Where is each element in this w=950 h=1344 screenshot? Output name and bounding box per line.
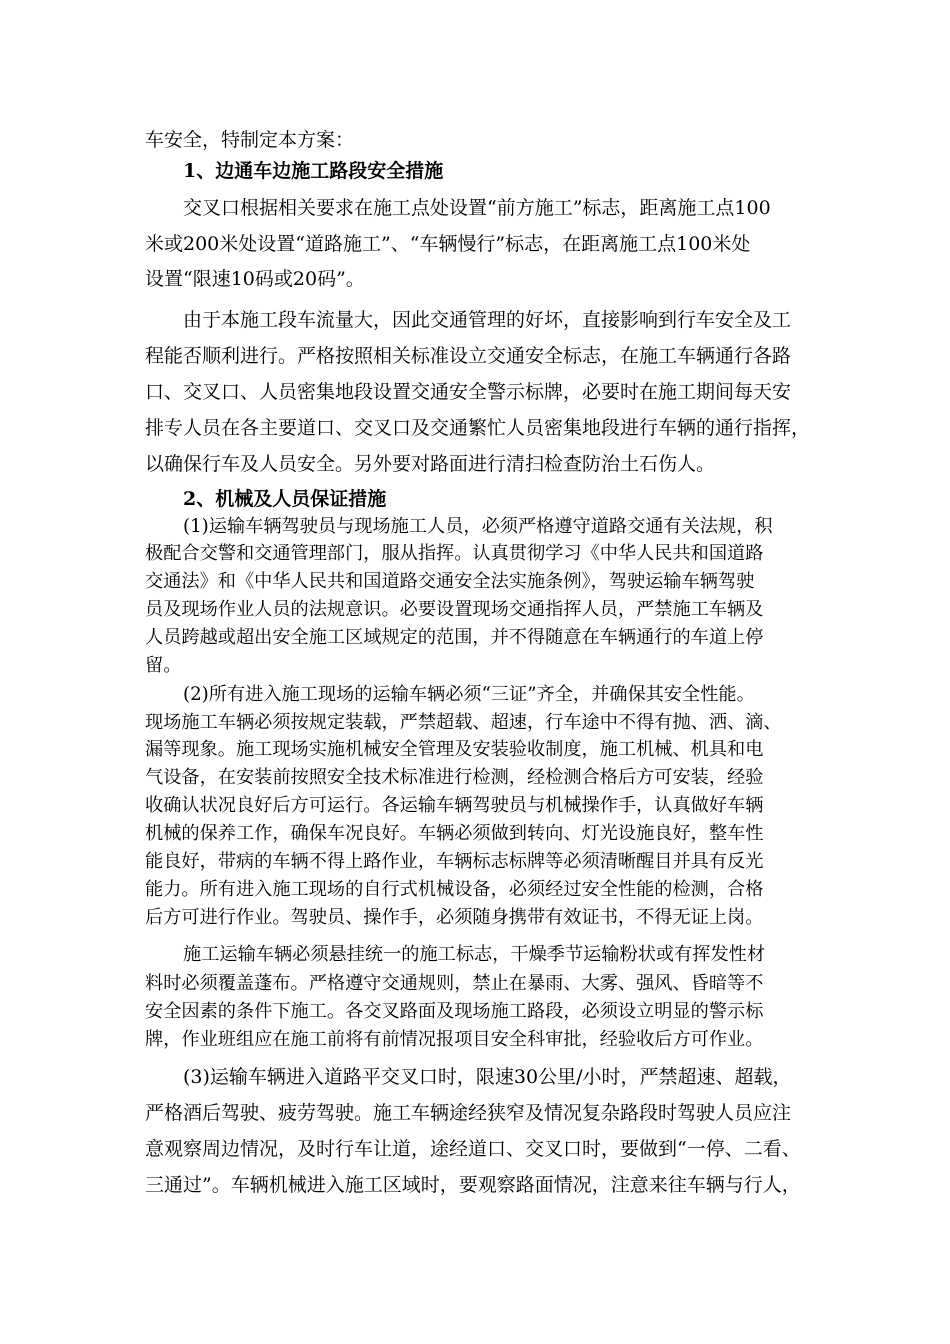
paragraph-line: 牌，作业班组应在施工前将有前情况报项目安全科审批，经验收后方可作业。	[145, 1029, 764, 1050]
paragraph-line: 极配合交警和交通管理部门，服从指挥。认真贯彻学习《中华人民共和国道路	[145, 543, 764, 564]
paragraph-line: 以确保行车及人员安全。另外要对路面进行清扫检查防治土石伤人。	[145, 453, 716, 475]
paragraph-line: 后方可进行作业。驾驶员、操作手，必须随身携带有效证书，不得无证上岗。	[145, 907, 764, 928]
paragraph-line: 排专人员在各主要道口、交叉口及交通繁忙人员密集地段进行车辆的通行指挥，	[145, 417, 811, 439]
paragraph-line: 由于本施工段车流量大，因此交通管理的好坏，直接影响到行车安全及工	[183, 309, 792, 331]
paragraph-line: 口、交叉口、人员密集地段设置交通安全警示标牌，必要时在施工期间每天安	[145, 381, 792, 403]
paragraph-line: 交叉口根据相关要求在施工点处设置“前方施工”标志，距离施工点100	[183, 197, 771, 219]
paragraph-line: 严格酒后驾驶、疲劳驾驶。施工车辆途经狭窄及情况复杂路段时驾驶人员应注	[145, 1102, 792, 1124]
paragraph-line: 漏等现象。施工现场实施机械安全管理及安装验收制度，施工机械、机具和电	[145, 739, 764, 760]
paragraph-line: 设置“限速10码或20码”。	[145, 268, 365, 290]
paragraph-line: 现场施工车辆必须按规定装载，严禁超载、超速，行车途中不得有抛、洒、滴、	[145, 712, 782, 733]
paragraph-line: 施工运输车辆必须悬挂统一的施工标志，干燥季节运输粉状或有挥发性材	[183, 944, 766, 965]
paragraph-line: 车安全，特制定本方案：	[145, 129, 355, 151]
paragraph-line: 交通法》和《中华人民共和国道路交通安全法实施条例》，驾驶运输车辆驾驶	[145, 571, 755, 592]
section-heading-2: 2、机械及人员保证措施	[183, 488, 387, 510]
section-heading-1: 1、边通车边施工路段安全措施	[183, 160, 444, 182]
paragraph-line: 收确认状况良好后方可运行。各运输车辆驾驶员与机械操作手，认真做好车辆	[145, 795, 764, 816]
paragraph-line: 能力。所有进入施工现场的自行式机械设备，必须经过安全性能的检测，合格	[145, 879, 764, 900]
paragraph-line: (1)运输车辆驾驶员与现场施工人员，必须严格遵守道路交通有关法规，积	[183, 516, 773, 537]
paragraph-line: 三通过”。车辆机械进入施工区域时，要观察路面情况，注意来往车辆与行人，	[145, 1174, 801, 1196]
paragraph-line: 能良好，带病的车辆不得上路作业，车辆标志标牌等必须清晰醒目并具有反光	[145, 851, 764, 872]
paragraph-line: 气设备，在安装前按照安全技术标准进行检测，经检测合格后方可安装，经验	[145, 767, 764, 788]
paragraph-line: 程能否顺利进行。严格按照相关标准设立交通安全标志，在施工车辆通行各路	[145, 345, 792, 367]
paragraph-line: 料时必须覆盖蓬布。严格遵守交通规则，禁止在暴雨、大雾、强风、昏暗等不	[145, 973, 764, 994]
paragraph-line: 员及现场作业人员的法规意识。必要设置现场交通指挥人员，严禁施工车辆及	[145, 599, 764, 620]
paragraph-line: 留。	[145, 655, 182, 676]
paragraph-line: 米或200米处设置“道路施工”、“车辆慢行”标志，在距离施工点100米处	[145, 233, 751, 255]
paragraph-line: 意观察周边情况，及时行车让道，途经道口、交叉口时，要做到“一停、二看、	[145, 1138, 801, 1160]
paragraph-line: (2)所有进入施工现场的运输车辆必须“三证”齐全，并确保其安全性能。	[183, 684, 755, 705]
paragraph-line: (3)运输车辆进入道路平交叉口时，限速30公里/小时，严禁超速、超载，	[183, 1066, 792, 1088]
paragraph-line: 安全因素的条件下施工。各交叉路面及现场施工路段，必须设立明显的警示标	[145, 1001, 764, 1022]
paragraph-line: 机械的保养工作，确保车况良好。车辆必须做到转向、灯光设施良好，整车性	[145, 823, 764, 844]
paragraph-line: 人员跨越或超出安全施工区域规定的范围，并不得随意在车辆通行的车道上停	[145, 627, 764, 648]
